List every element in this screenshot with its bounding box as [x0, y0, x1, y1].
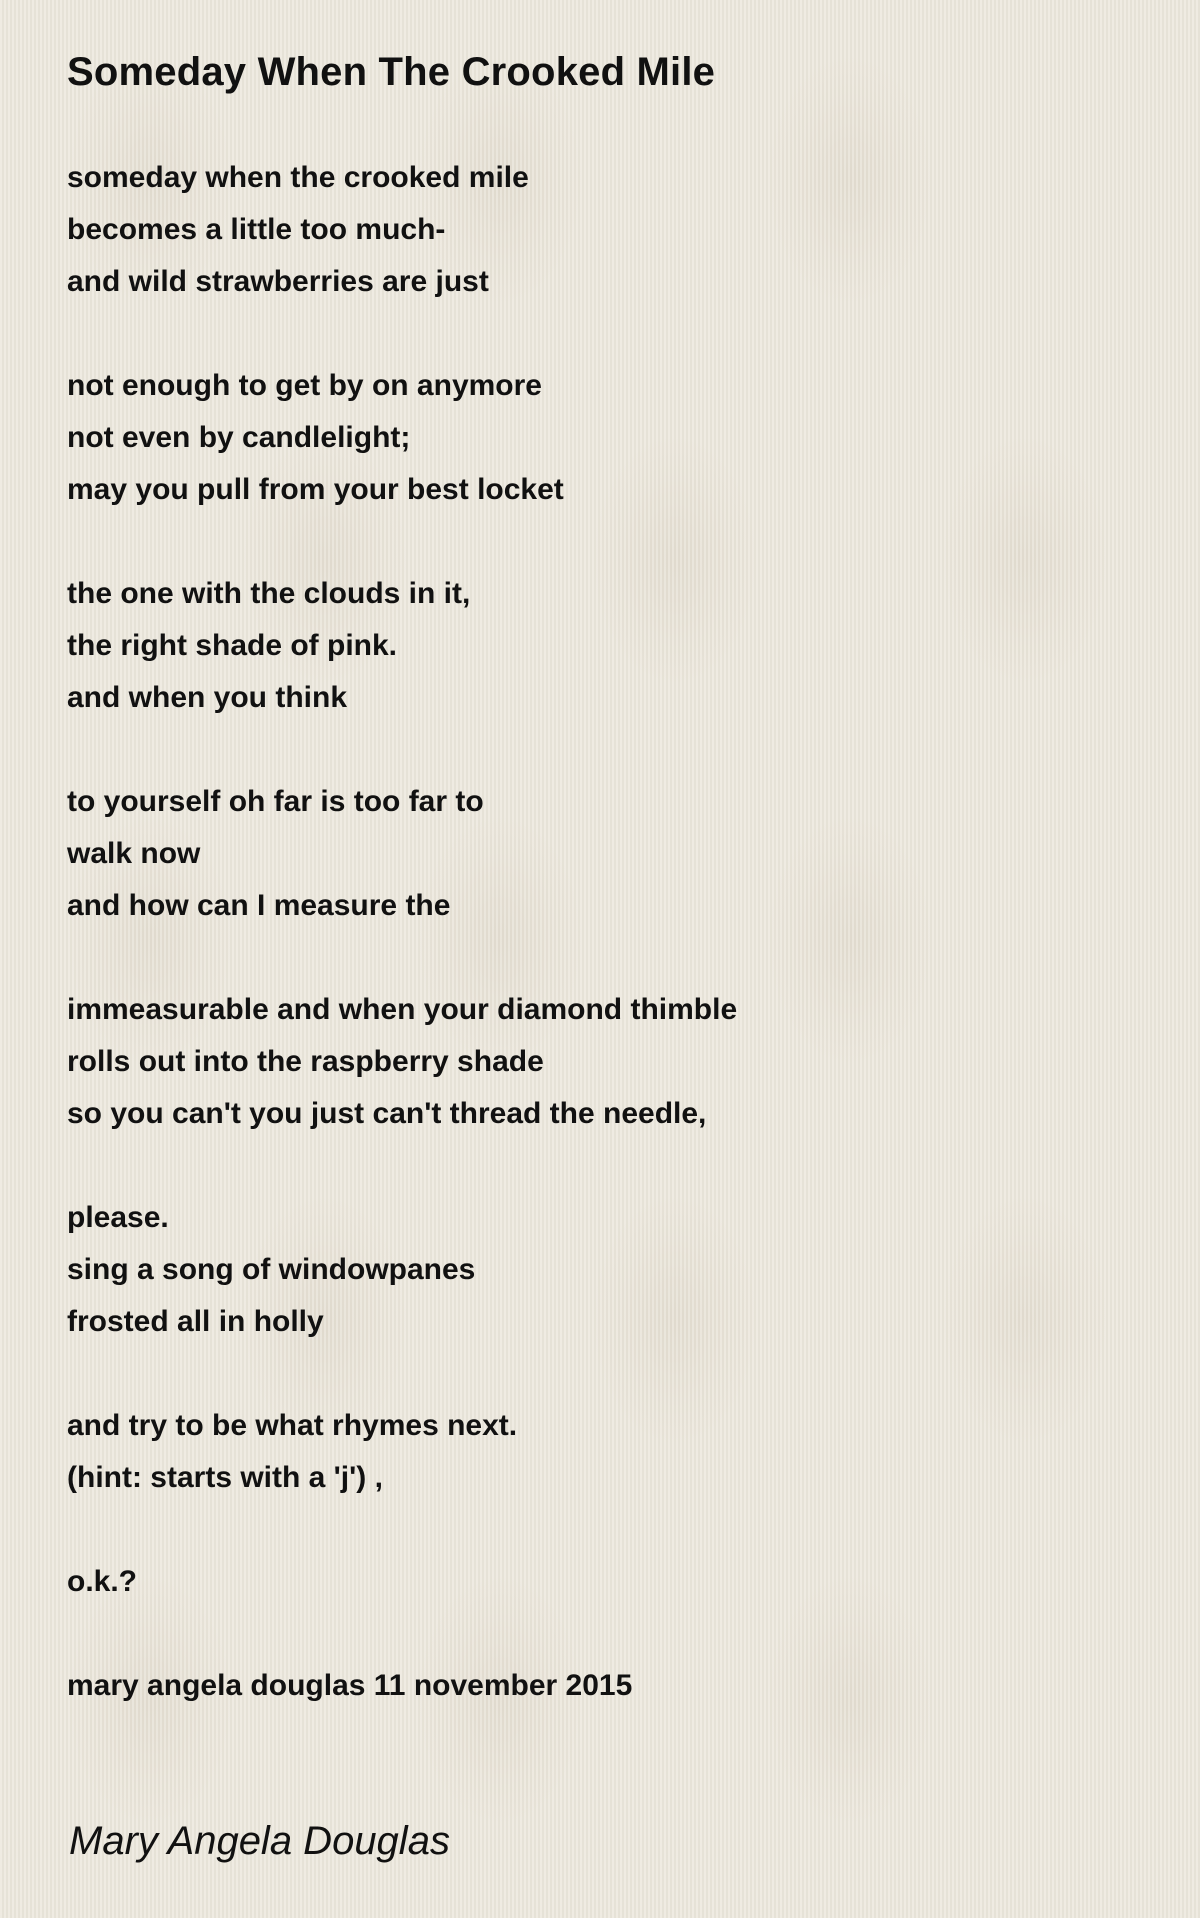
poem-line: so you can't you just can't thread the needle, — [67, 1097, 707, 1130]
author-name: Mary Angela Douglas — [69, 1819, 450, 1863]
poem-line: the one with the clouds in it, — [67, 577, 471, 610]
stanza-break — [67, 724, 737, 776]
poem-title: Someday When The Crooked Mile — [67, 50, 716, 94]
poem-line: immeasurable and when your diamond thimble — [67, 993, 738, 1026]
poem-line: o.k.? — [67, 1565, 138, 1598]
poem-line: sing a song of windowpanes — [67, 1253, 476, 1286]
poem-line: (hint: starts with a 'j') , — [67, 1461, 383, 1494]
poem-line: and wild strawberries are just — [67, 265, 489, 298]
poem-line: someday when the crooked mile — [67, 161, 529, 194]
poem-line: and how can I measure the — [67, 889, 451, 922]
stanza-break — [67, 516, 737, 568]
poem-signature-line: mary angela douglas 11 november 2015 — [67, 1669, 633, 1702]
poem-line: rolls out into the raspberry shade — [67, 1045, 544, 1078]
stanza-break — [67, 308, 737, 360]
stanza-break — [67, 1608, 737, 1660]
poem-line: may you pull from your best locket — [67, 473, 564, 506]
poem-body — [67, 152, 737, 1712]
poem-line: becomes a little too much- — [67, 213, 446, 246]
poem-line: please. — [67, 1201, 169, 1234]
poem-line: not enough to get by on anymore — [67, 369, 542, 402]
poem-line: frosted all in holly — [67, 1305, 324, 1338]
stanza-break — [67, 932, 737, 984]
poem-line: to yourself oh far is too far to — [67, 785, 484, 818]
poem-line: walk now — [67, 837, 201, 870]
stanza-break — [67, 1140, 737, 1192]
poem-line: not even by candlelight; — [67, 421, 411, 454]
poem-line: and when you think — [67, 681, 348, 714]
poem-line: the right shade of pink. — [67, 629, 398, 662]
poem-line: and try to be what rhymes next. — [67, 1409, 518, 1442]
stanza-break — [67, 1348, 737, 1400]
stanza-break — [67, 1504, 737, 1556]
